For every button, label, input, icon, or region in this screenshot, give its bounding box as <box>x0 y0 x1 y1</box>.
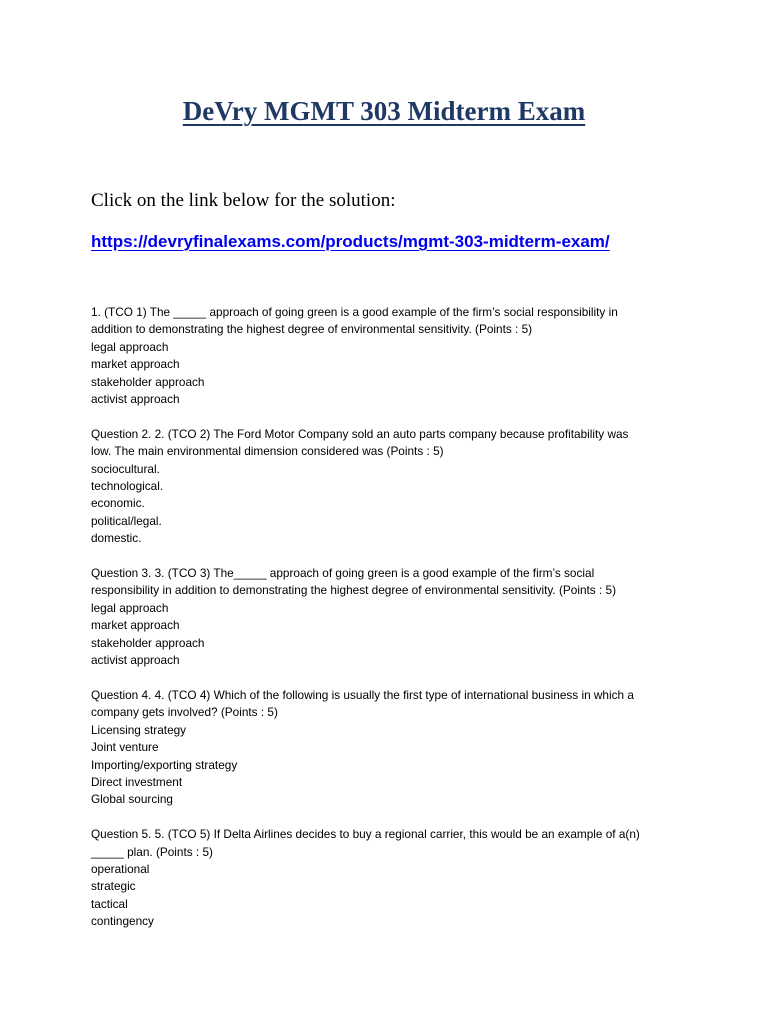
answer-option: contingency <box>91 914 154 929</box>
question-text-line: Question 3. 3. (TCO 3) The_____ approach of going green is a good example of the firm’s social <box>91 566 595 581</box>
document-title: DeVry MGMT 303 Midterm Exam <box>182 96 586 126</box>
answer-option: activist approach <box>91 653 180 668</box>
answer-option: political/legal. <box>91 513 162 528</box>
answer-options <box>91 722 691 809</box>
question-5 <box>91 826 691 930</box>
answer-option: Joint venture <box>91 740 159 755</box>
answer-options <box>91 861 691 931</box>
question-text <box>91 826 691 861</box>
answer-option: operational <box>91 861 150 876</box>
answer-option: legal approach <box>91 600 169 615</box>
answer-options <box>91 339 691 409</box>
answer-options <box>91 600 691 670</box>
answer-option: activist approach <box>91 392 180 407</box>
question-2 <box>91 426 691 548</box>
answer-option: market approach <box>91 357 180 372</box>
question-text <box>91 687 691 722</box>
answer-option: technological. <box>91 479 164 494</box>
question-text-line: Question 5. 5. (TCO 5) If Delta Airlines decides to buy a regional carrier, this would be an example of a(n) <box>91 827 640 842</box>
answer-option: Licensing strategy <box>91 722 187 737</box>
answer-option: domestic. <box>91 531 142 546</box>
question-list <box>91 304 691 948</box>
question-text-line: low. The main environmental dimension considered was (Points : 5) <box>91 444 444 459</box>
answer-option: Global sourcing <box>91 792 173 807</box>
answer-option: Importing/exporting strategy <box>91 757 238 772</box>
question-text <box>91 565 691 600</box>
answer-option: sociocultural. <box>91 461 160 476</box>
answer-option: strategic <box>91 879 136 894</box>
question-text <box>91 426 691 461</box>
answer-option: stakeholder approach <box>91 374 205 389</box>
question-text-line: _____ plan. (Points : 5) <box>91 844 213 859</box>
question-text-line: Question 4. 4. (TCO 4) Which of the following is usually the first type of international business in which a <box>91 687 634 702</box>
question-text-line: responsibility in addition to demonstrating the highest degree of environmental sensitivity. (Points : 5) <box>91 583 617 598</box>
answer-options <box>91 461 691 548</box>
question-4 <box>91 687 691 809</box>
question-text-line: company gets involved? (Points : 5) <box>91 705 278 720</box>
question-3 <box>91 565 691 669</box>
answer-option: legal approach <box>91 339 169 354</box>
answer-option: market approach <box>91 618 180 633</box>
question-text-line: addition to demonstrating the highest degree of environmental sensitivity. (Points : 5) <box>91 322 533 337</box>
solution-link[interactable]: https://devryfinalexams.com/products/mgmt-303-midterm-exam/ <box>91 232 610 251</box>
question-text <box>91 304 691 339</box>
answer-option: tactical <box>91 896 128 911</box>
intro-text: Click on the link below for the solution: <box>91 190 396 211</box>
question-text-line: Question 2. 2. (TCO 2) The Ford Motor Company sold an auto parts company because profitability was <box>91 426 629 441</box>
question-1 <box>91 304 691 408</box>
answer-option: economic. <box>91 496 145 511</box>
answer-option: stakeholder approach <box>91 635 205 650</box>
question-text-line: 1. (TCO 1) The _____ approach of going green is a good example of the firm’s social responsibility in <box>91 305 618 319</box>
answer-option: Direct investment <box>91 774 183 789</box>
